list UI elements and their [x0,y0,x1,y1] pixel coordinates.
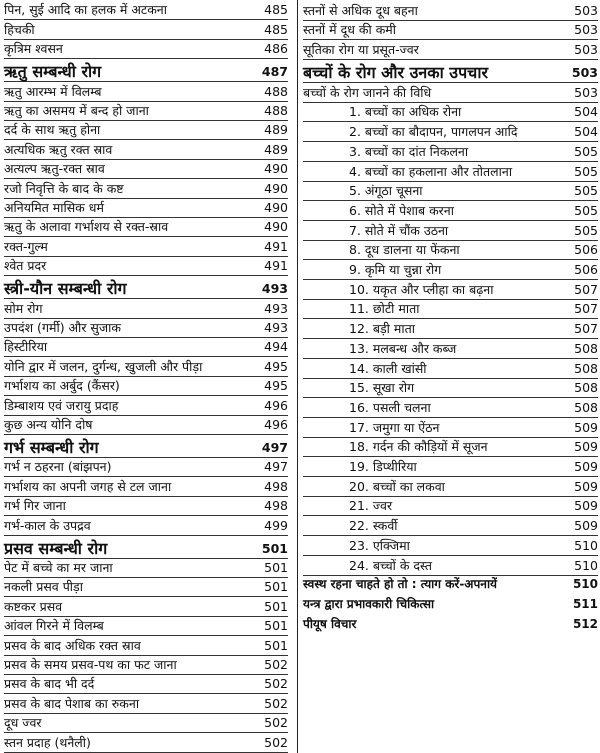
toc-entry-title: 9. कृमि या चुन्ना रोग [349,262,442,278]
toc-entry-page: 493 [264,300,288,316]
toc-entry-title: रक्त-गुल्म [4,238,48,254]
toc-entry-page: 490 [264,219,288,235]
toc-entry-page: 489 [264,141,288,157]
toc-entry-title: डिम्बाशय एवं जरायु प्रदाह [4,397,119,413]
toc-entry [303,122,598,143]
toc-entry-title: स्तनों में दूध की कमी [303,22,397,38]
toc-entry [4,655,288,675]
toc-entry [303,319,598,340]
column-divider [297,0,298,753]
toc-entry-page: 495 [264,378,288,394]
toc-entry [303,614,598,634]
toc-entry-page: 495 [264,358,288,374]
toc-entry-title: सूतिका रोग या प्रसूत-ज्वर [303,42,419,58]
toc-entry [4,635,288,655]
toc-entry [4,318,288,338]
toc-section-heading [4,275,288,299]
toc-entry-title: 19. डिप्थीरिया [349,459,417,475]
toc-entry [303,456,598,477]
toc-entry [4,178,288,198]
toc-entry [303,397,598,418]
toc-entry [303,20,598,41]
toc-entry-page: 493 [264,319,288,335]
toc-entry [303,200,598,221]
toc-entry-page: 505 [574,222,598,238]
toc-entry-page: 490 [264,161,288,177]
toc-entry [4,159,288,179]
toc-entry [303,358,598,379]
toc-entry-title: प्रसव के बाद भी दर्द [4,676,95,692]
toc-entry-title: स्वस्थ रहना चाहते हो तो : त्याग करें-अपनायें [303,577,498,592]
toc-entry-title: गर्भ न ठहरना (बांझपन) [4,459,112,475]
toc-entry [303,141,598,162]
toc-entry-title: गर्भ गिर जाना [4,498,66,514]
toc-entry-title: 10. यकृत और प्लीहा का बढ़ना [349,281,494,297]
toc-entry-title: ऋतु के अलावा गर्भाशय से रक्त-स्राव [4,219,169,235]
toc-entry-title: 1. बच्चों का अधिक रोना [349,104,462,120]
toc-entry-title: उपदंश (गर्मी) और सुजाक [4,319,121,335]
toc-entry-title: बच्चों के रोग जानने की विधि [303,84,432,100]
toc-entry-title: 24. बच्चों के दस्त [349,557,433,573]
toc-entry [303,240,598,261]
toc-entry-title: प्रसव के बाद अधिक रक्त स्राव [4,637,141,653]
toc-entry-page: 503 [574,2,598,18]
toc-entry-page: 504 [574,104,598,120]
toc-entry-page: 496 [264,397,288,413]
toc-entry [303,437,598,458]
toc-entry [303,575,598,595]
toc-entry-title: 6. सोते में पेशाब करना [349,202,454,218]
toc-entry-title: अनियमित मासिक धर्म [4,199,104,215]
toc-entry [4,457,288,477]
toc-entry [4,39,288,59]
toc-entry [303,82,598,103]
toc-entry [4,236,288,256]
toc-entry-page: 503 [574,84,598,100]
toc-entry-title: सोम रोग [4,300,43,316]
toc-entry-page: 487 [261,64,288,80]
toc-entry [303,259,598,280]
toc-entry-page: 502 [264,676,288,692]
toc-entry-page: 507 [574,321,598,337]
toc-entry [303,338,598,359]
toc-entry [303,594,598,614]
toc-entry [303,476,598,497]
toc-entry-page: 503 [574,42,598,58]
toc-entry [4,496,288,516]
toc-entry-page: 508 [574,380,598,396]
toc-entry-page: 501 [261,540,288,556]
toc-entry [4,732,288,752]
toc-entry-page: 502 [264,734,288,750]
toc-entry [4,395,288,415]
toc-entry-page: 501 [264,559,288,575]
toc-entry-title: 15. सूखा रोग [349,380,415,396]
toc-entry-title: 11. छोटी माता [349,301,420,317]
toc-entry-page: 505 [574,163,598,179]
toc-entry-page: 486 [264,41,288,57]
toc-entry [4,356,288,376]
toc-entry-title: स्तनों से अधिक दूध बहना [303,2,418,18]
toc-entry [303,299,598,320]
toc-entry-page: 507 [574,301,598,317]
toc-entry-title: 21. ज्वर [349,498,393,514]
toc-entry-title: पीयूष विचार [303,616,357,631]
toc-entry-title: हिचकी [4,21,35,37]
toc-entry-title: आंवल गिरने में विलम्ब [4,618,104,634]
toc-section-heading [4,535,288,559]
toc-entry-title: ऋतु आरम्भ में विलम्ब [4,83,102,99]
toc-entry-title: 7. सोते में चौंक उठना [349,222,449,238]
toc-entry [303,102,598,123]
toc-entry-page: 509 [574,459,598,475]
toc-entry-title: 22. स्कर्वी [349,518,398,534]
toc-entry-page: 489 [264,122,288,138]
toc-entry [4,19,288,39]
toc-entry-page: 508 [574,360,598,376]
toc-entry-page: 498 [264,498,288,514]
toc-entry-title: 4. बच्चों का हकलाना और तोतलाना [349,163,513,179]
toc-entry-page: 505 [574,143,598,159]
toc-entry-title: स्तन प्रदाह (थनैली) [4,734,91,750]
toc-entry [303,535,598,556]
toc-entry-title: अत्यल्प ऋतु-रक्त स्राव [4,161,105,177]
toc-entry-page: 501 [264,579,288,595]
toc-entry-page: 511 [572,596,598,611]
toc-entry [4,81,288,101]
toc-entry [4,616,288,636]
toc-entry-page: 508 [574,399,598,415]
toc-entry-page: 507 [574,281,598,297]
toc-entry-title: प्रसव के बाद पेशाब का रुकना [4,695,140,711]
toc-entry-page: 499 [264,517,288,533]
toc-entry-page: 510 [574,537,598,553]
toc-entry-title: 13. मलबन्ध और कब्ज [349,340,457,356]
toc-entry-page: 488 [264,102,288,118]
toc-entry [303,516,598,537]
toc-entry-title: कुछ अन्य योनि दोष [4,416,93,432]
toc-entry-title: पेट में बच्चे का मर जाना [4,559,113,575]
toc-entry-title: गर्भाशय का अपनी जगह से टल जाना [4,478,172,494]
toc-entry-page: 512 [572,616,598,631]
toc-entry-title: यन्त्र द्वारा प्रभावकारी चिकित्सा [303,596,435,611]
toc-entry [4,376,288,396]
toc-entry-page: 485 [264,2,288,18]
toc-entry [303,220,598,241]
toc-entry-title: 2. बच्चों का बौदापन, पागलपन आदि [349,124,518,140]
toc-entry [303,417,598,438]
toc-entry-title: 14. काली खांसी [349,360,427,376]
toc-entry-title: दर्द के साथ ऋतु होना [4,122,101,138]
toc-entry [4,198,288,218]
toc-entry-title: 20. बच्चों का लकवा [349,478,445,494]
toc-entry-page: 502 [264,656,288,672]
toc-entry-title: 23. एक्जिमा [349,537,410,553]
toc-entry-page: 488 [264,83,288,99]
toc-entry-title: पिन, सुई आदि का हलक में अटकना [4,2,167,18]
toc-entry-title: गर्भ सम्बन्धी रोग [4,438,99,457]
toc-entry [4,139,288,159]
toc-entry-page: 505 [574,183,598,199]
toc-entry-page: 509 [574,419,598,435]
toc-entry-title: कष्टकर प्रसव [4,598,63,614]
toc-entry-page: 496 [264,416,288,432]
toc-entry [4,596,288,616]
toc-entry-title: 5. अंगूठा चूसना [349,183,423,199]
toc-entry [303,161,598,182]
toc-entry-title: बच्चों के रोग और उनका उपचार [303,63,489,83]
toc-entry [4,674,288,694]
toc-entry [4,337,288,357]
toc-entry [303,39,598,60]
toc-entry [4,693,288,713]
toc-entry-title: रजो निवृत्ति के बाद के कष्ट [4,180,124,196]
toc-entry [4,0,288,20]
toc-section-heading [4,434,288,458]
toc-entry-page: 493 [261,281,288,297]
toc-entry [4,415,288,435]
toc-entry-title: 3. बच्चों का दांत निकलना [349,143,469,159]
toc-entry-title: 17. जमुगा या ऐंठन [349,419,440,435]
toc-section-heading [4,58,288,82]
toc-entry-title: 12. बड़ी माता [349,321,415,337]
toc-entry [303,0,598,21]
toc-entry [4,476,288,496]
toc-entry-page: 498 [264,478,288,494]
toc-entry-title: स्त्री-यौन सम्बन्धी रोग [4,279,127,299]
toc-entry-page: 501 [264,618,288,634]
toc-entry-title: 18. गर्दन की कौड़ियों में सूजन [349,439,488,455]
toc-entry-page: 510 [572,577,598,592]
toc-entry-page: 491 [264,238,288,254]
toc-entry-title: 8. दूध डालना या फेंकना [349,242,460,258]
toc-entry-page: 502 [264,715,288,731]
toc-entry-title: ऋतु का असमय में बन्द हो जाना [4,102,149,118]
toc-entry [303,181,598,202]
toc-entry [4,298,288,318]
toc-entry-page: 491 [264,258,288,274]
toc-entry [303,378,598,399]
toc-section-heading [303,59,598,83]
toc-entry-page: 505 [574,202,598,218]
toc-entry-page: 490 [264,199,288,215]
toc-entry-page: 497 [264,459,288,475]
toc-entry-page: 509 [574,439,598,455]
toc-entry [4,713,288,733]
toc-entry-page: 509 [574,498,598,514]
toc-entry-page: 509 [574,518,598,534]
toc-entry [4,558,288,578]
toc-entry-page: 510 [574,557,598,573]
toc-entry-page: 506 [574,262,598,278]
toc-entry-page: 494 [264,339,288,355]
toc-entry [4,217,288,237]
toc-entry-page: 503 [571,65,598,81]
toc-entry-title: अत्यधिक ऋतु रक्त स्राव [4,141,113,157]
toc-entry-page: 503 [574,22,598,38]
toc-entry-title: प्रसव के समय प्रसव-पथ का फट जाना [4,656,177,672]
toc-entry-page: 501 [264,637,288,653]
toc-entry [303,555,598,576]
toc-entry [303,496,598,517]
toc-entry-title: गर्भाशय का अर्बुद (कैंसर) [4,378,120,394]
toc-entry-page: 490 [264,180,288,196]
toc-entry-title: हिस्टीरिया [4,339,48,355]
toc-entry [4,577,288,597]
toc-entry-page: 502 [264,695,288,711]
toc-entry-title: 16. पसली चलना [349,399,431,415]
toc-entry-page: 497 [261,440,288,455]
toc-entry-page: 506 [574,242,598,258]
toc-entry [4,256,288,276]
toc-entry-title: दूध ज्वर [4,715,42,731]
toc-entry-title: नकली प्रसव पीड़ा [4,579,83,595]
toc-entry-page: 485 [264,21,288,37]
toc-entry-title: श्वेत प्रदर [4,258,47,274]
toc-entry-title: गर्भ-काल के उपद्रव [4,517,91,533]
toc-entry-title: योनि द्वार में जलन, दुर्गन्ध, खुजली और पीड़ा [4,358,203,374]
toc-entry-page: 509 [574,478,598,494]
toc-entry [303,279,598,300]
toc-entry [4,120,288,140]
toc-entry-page: 504 [574,124,598,140]
toc-entry-page: 501 [264,598,288,614]
toc-entry-title: प्रसव सम्बन्धी रोग [4,538,108,558]
toc-entry-page: 508 [574,340,598,356]
toc-entry [4,101,288,121]
toc-entry [4,515,288,535]
toc-entry-title: कृत्रिम श्वसन [4,41,63,57]
toc-entry-title: ऋतु सम्बन्धी रोग [4,62,102,82]
